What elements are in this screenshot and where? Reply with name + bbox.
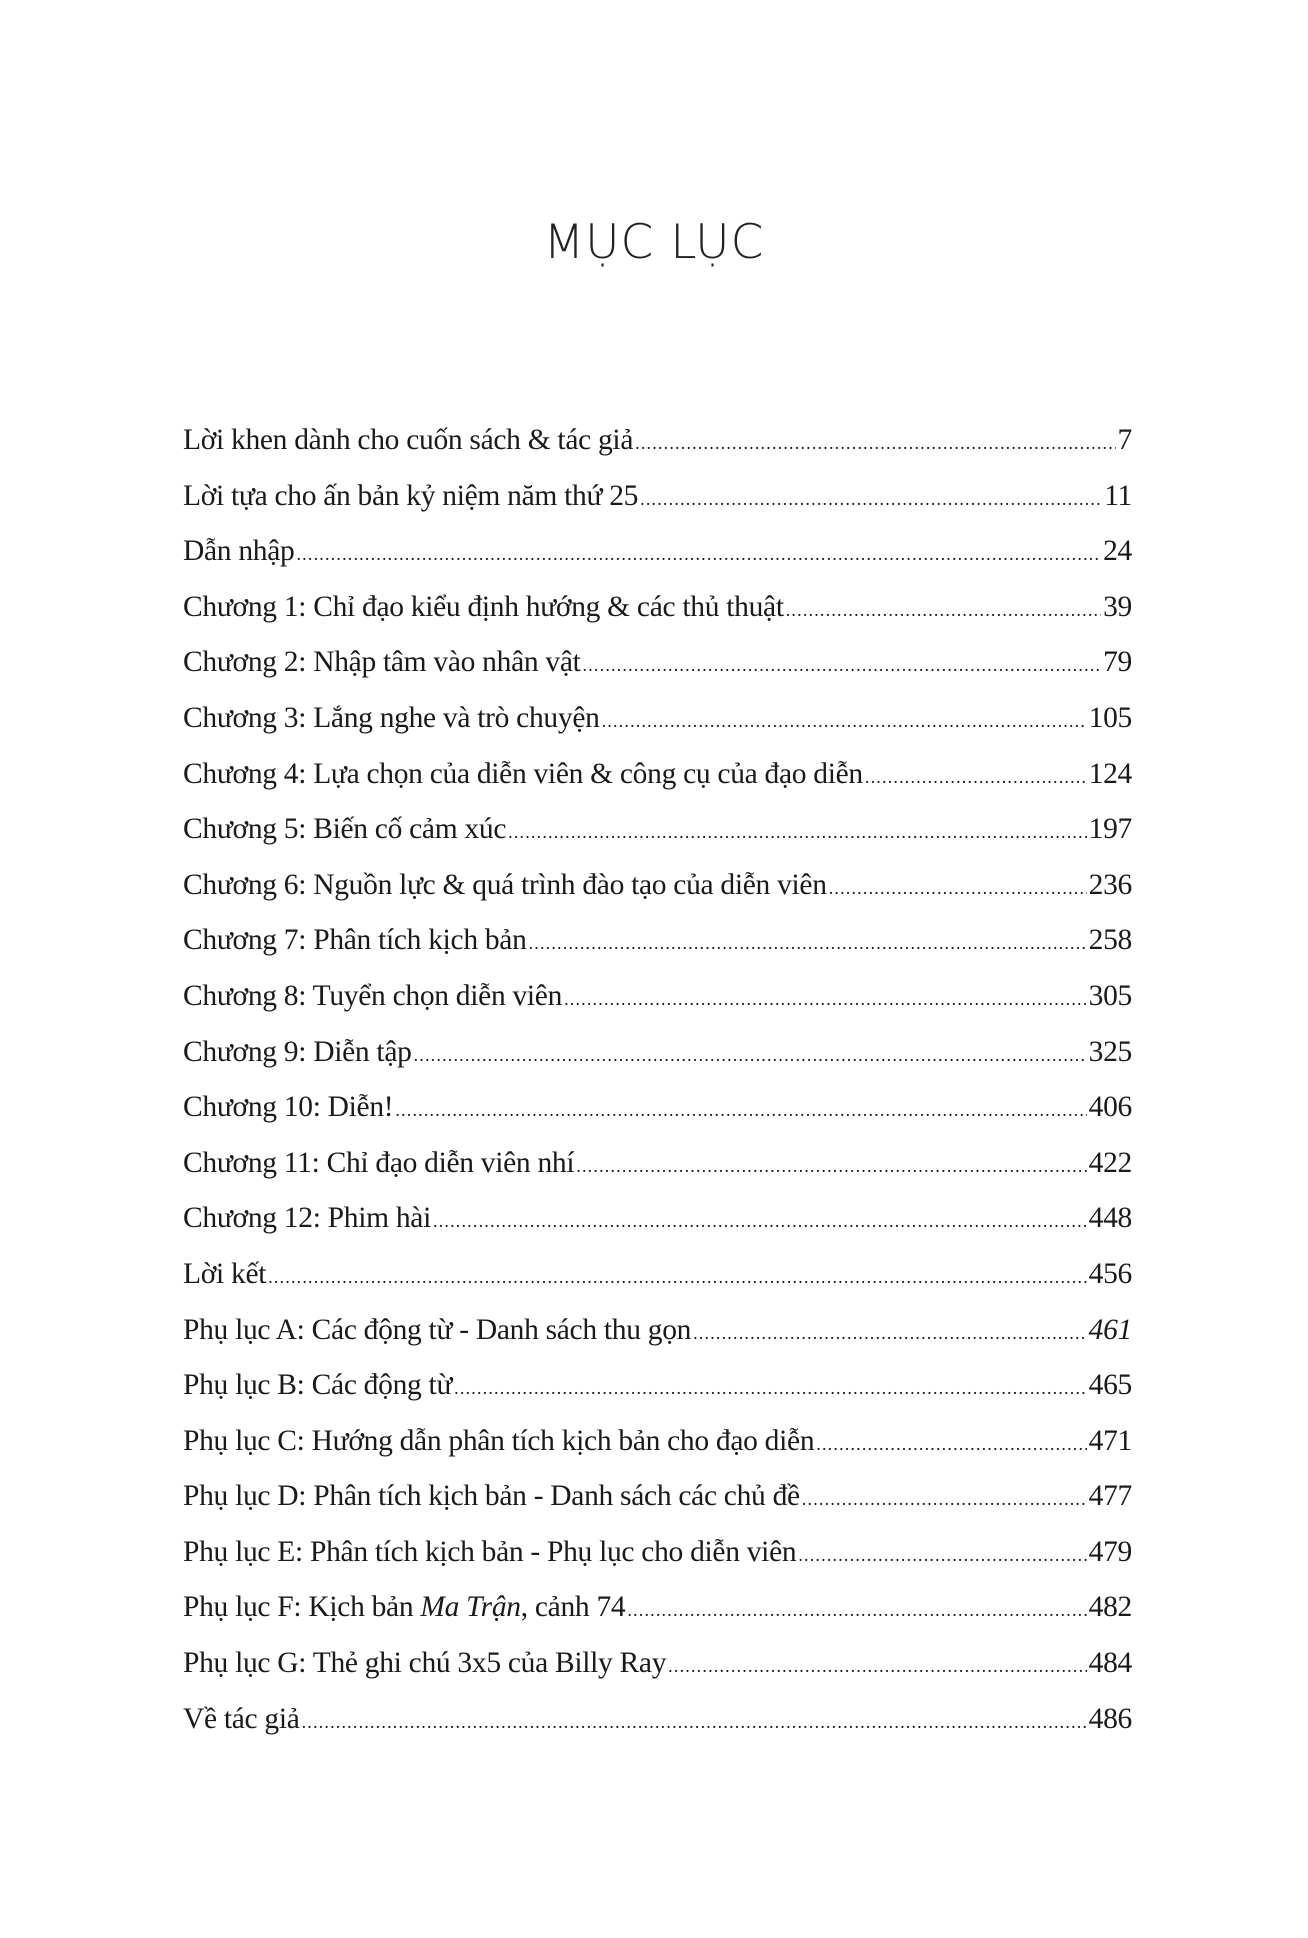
toc-entry bbox=[183, 913, 1132, 969]
dot-leader bbox=[296, 527, 1101, 583]
table-of-contents bbox=[183, 413, 1132, 1747]
toc-entry-label: Chương 6: Nguồn lực & quá trình đào tạo của diễn viên bbox=[183, 868, 827, 901]
dot-leader bbox=[529, 916, 1087, 972]
dot-leader bbox=[798, 1528, 1086, 1584]
toc-entry-page: 482 bbox=[1088, 1591, 1132, 1624]
toc-entry-page: 39 bbox=[1103, 590, 1132, 623]
dot-leader bbox=[454, 1361, 1086, 1417]
toc-entry-page: 465 bbox=[1088, 1369, 1132, 1402]
toc-entry-page: 479 bbox=[1088, 1535, 1132, 1568]
dot-leader bbox=[668, 1639, 1086, 1695]
toc-entry-page: 406 bbox=[1088, 1091, 1132, 1124]
toc-entry-label: Lời kết bbox=[183, 1257, 267, 1290]
toc-entry bbox=[183, 1525, 1132, 1581]
toc-entry bbox=[183, 1080, 1132, 1136]
toc-entry bbox=[183, 1469, 1132, 1525]
dot-leader bbox=[268, 1250, 1087, 1306]
toc-entry-page: 7 bbox=[1117, 424, 1132, 456]
toc-entry bbox=[183, 858, 1132, 914]
toc-entry-page: 325 bbox=[1088, 1035, 1132, 1068]
toc-entry-label: Về tác giả bbox=[183, 1702, 300, 1735]
toc-entry-label: Phụ lục C: Hướng dẫn phân tích kịch bản cho đạo diễn bbox=[183, 1424, 815, 1457]
toc-entry-label: Dẫn nhập bbox=[183, 535, 295, 568]
toc-entry bbox=[183, 1247, 1132, 1303]
toc-entry bbox=[183, 524, 1132, 580]
dot-leader bbox=[395, 1083, 1086, 1139]
dot-leader bbox=[865, 750, 1087, 806]
toc-entry-page: 477 bbox=[1088, 1480, 1132, 1513]
toc-entry bbox=[183, 1025, 1132, 1081]
toc-entry-label: Chương 1: Chỉ đạo kiểu định hướng & các thủ thuật bbox=[183, 590, 784, 623]
toc-entry-label: Chương 9: Diễn tập bbox=[183, 1035, 412, 1068]
dot-leader bbox=[602, 694, 1087, 750]
toc-entry-label: Chương 7: Phân tích kịch bản bbox=[183, 924, 527, 957]
toc-entry bbox=[183, 1303, 1132, 1359]
toc-entry bbox=[183, 1692, 1132, 1748]
toc-entry bbox=[183, 1636, 1132, 1692]
toc-entry bbox=[183, 802, 1132, 858]
dot-leader bbox=[640, 472, 1102, 528]
toc-entry bbox=[183, 1136, 1132, 1192]
dot-leader bbox=[564, 972, 1087, 1028]
toc-entry-label: Lời tựa cho ấn bản kỷ niệm năm thứ 25 bbox=[183, 479, 639, 512]
toc-entry bbox=[183, 1580, 1132, 1636]
toc-entry bbox=[183, 969, 1132, 1025]
toc-entry-page: 79 bbox=[1103, 646, 1132, 679]
toc-entry-label: Phụ lục G: Thẻ ghi chú 3x5 của Billy Ray bbox=[183, 1647, 667, 1680]
toc-entry-page: 11 bbox=[1104, 479, 1132, 512]
toc-entry-label: Chương 2: Nhập tâm vào nhân vật bbox=[183, 646, 581, 679]
dot-leader bbox=[583, 638, 1102, 694]
toc-entry-page: 305 bbox=[1088, 979, 1132, 1012]
toc-entry-page: 236 bbox=[1088, 868, 1132, 901]
dot-leader bbox=[802, 1472, 1087, 1528]
toc-entry-page: 456 bbox=[1088, 1257, 1132, 1290]
toc-entry-label-part: , cảnh 74 bbox=[520, 1591, 626, 1624]
toc-entry-page: 486 bbox=[1088, 1702, 1132, 1735]
toc-entry bbox=[183, 413, 1132, 469]
dot-leader bbox=[693, 1306, 1087, 1362]
page-title: MỤC LỤC bbox=[543, 215, 765, 270]
toc-entry bbox=[183, 691, 1132, 747]
toc-entry bbox=[183, 1358, 1132, 1414]
toc-entry-label: Phụ lục D: Phân tích kịch bản - Danh sách các chủ đề bbox=[183, 1480, 800, 1513]
dot-leader bbox=[816, 1417, 1086, 1473]
toc-entry-page: 197 bbox=[1088, 813, 1132, 846]
toc-entry-page: 461 bbox=[1088, 1313, 1132, 1346]
dot-leader bbox=[786, 583, 1101, 639]
toc-entry-label-italic: Ma Trận bbox=[420, 1591, 521, 1624]
toc-entry bbox=[183, 580, 1132, 636]
toc-entry-label bbox=[183, 1580, 625, 1636]
toc-entry-label: Chương 10: Diễn! bbox=[183, 1091, 394, 1124]
toc-entry-page: 422 bbox=[1088, 1146, 1132, 1179]
toc-entry-page: 471 bbox=[1088, 1424, 1132, 1457]
toc-entry-page: 448 bbox=[1088, 1202, 1132, 1235]
toc-entry-label: Chương 12: Phim hài bbox=[183, 1202, 431, 1235]
toc-entry-page: 258 bbox=[1088, 924, 1132, 957]
toc-entry bbox=[183, 635, 1132, 691]
toc-entry-label-part: Phụ lục F: Kịch bản bbox=[183, 1591, 421, 1624]
toc-entry bbox=[183, 469, 1132, 525]
dot-leader bbox=[414, 1028, 1087, 1084]
toc-entry-label: Lời khen dành cho cuốn sách & tác giả bbox=[183, 424, 634, 456]
toc-entry-page: 24 bbox=[1103, 535, 1132, 568]
toc-entry-label: Phụ lục B: Các động từ bbox=[183, 1369, 453, 1402]
toc-entry-label: Chương 3: Lắng nghe và trò chuyện bbox=[183, 701, 600, 734]
toc-entry-page: 105 bbox=[1088, 701, 1132, 734]
toc-entry bbox=[183, 747, 1132, 803]
toc-entry-label: Chương 11: Chỉ đạo diễn viên nhí bbox=[183, 1146, 575, 1179]
dot-leader bbox=[433, 1194, 1087, 1250]
toc-entry-label: Chương 5: Biến cố cảm xúc bbox=[183, 813, 507, 846]
toc-entry-label: Chương 8: Tuyển chọn diễn viên bbox=[183, 979, 563, 1012]
toc-entry-page: 484 bbox=[1088, 1647, 1132, 1680]
dot-leader bbox=[576, 1139, 1086, 1195]
toc-entry-label: Phụ lục E: Phân tích kịch bản - Phụ lục cho diễn viên bbox=[183, 1535, 797, 1568]
toc-entry-page: 124 bbox=[1088, 757, 1132, 790]
toc-entry-label: Chương 4: Lựa chọn của diễn viên & công cụ của đạo diễn bbox=[183, 757, 863, 790]
dot-leader bbox=[635, 416, 1115, 472]
dot-leader bbox=[508, 805, 1087, 861]
dot-leader bbox=[627, 1583, 1086, 1639]
dot-leader bbox=[829, 861, 1087, 917]
toc-entry bbox=[183, 1191, 1132, 1247]
toc-entry bbox=[183, 1414, 1132, 1470]
dot-leader bbox=[302, 1695, 1087, 1751]
toc-entry-label: Phụ lục A: Các động từ - Danh sách thu gọn bbox=[183, 1313, 692, 1346]
